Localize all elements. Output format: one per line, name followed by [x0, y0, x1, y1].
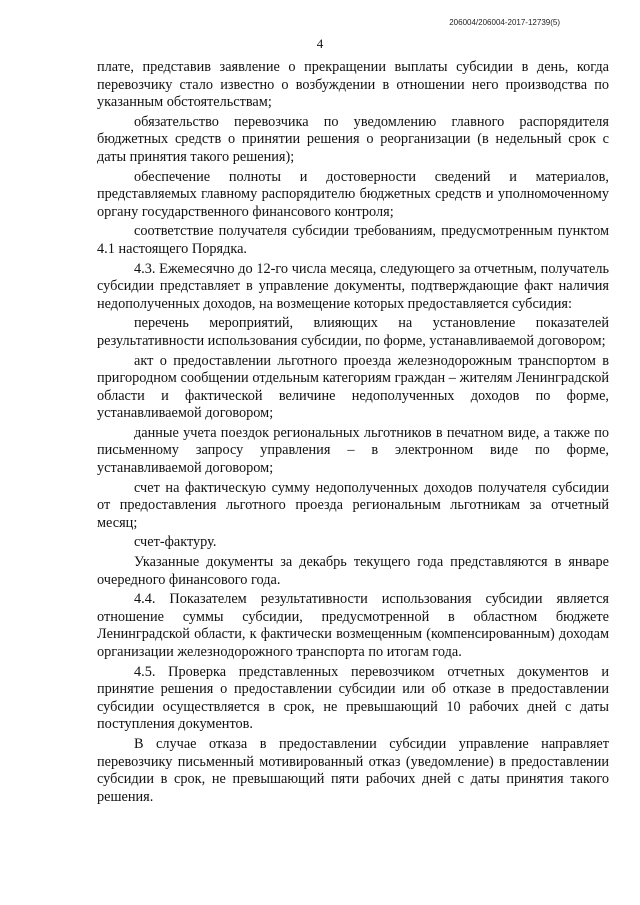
paragraph-requirements-compliance: соответствие получателя субсидии требованиям, предусмотренным пунктом 4.1 настоящего Порядка. — [97, 223, 609, 257]
paragraph-section-4-5: 4.5. Проверка представленных перевозчиком отчетных документов и принятие решения о предоставлении субсидии или об отказе в предоставлении субсидии осуществляется в срок, не превышающий 10 рабочих дней с даты поступления документов. — [97, 663, 609, 733]
paragraph-continuation: плате, представив заявление о прекращении выплаты субсидии в день, когда перевозчику стало известно о возбуждении в отношении него производства по указанным обстоятельствам; — [97, 59, 609, 111]
paragraph-reorganization-notice: обязательство перевозчика по уведомлению главного распорядителя бюджетных средств о принятии решения о реорганизации (в недельный срок с даты принятия такого решения); — [97, 113, 609, 165]
paragraph-refusal-case: В случае отказа в предоставлении субсидии управление направляет перевозчику письменный мотивированный отказ (уведомление) в предоставлении субсидии в срок, не превышающий пяти рабочих дней с даты принятия такого решения. — [97, 735, 609, 805]
document-code: 206004/206004-2017-12739(5) — [449, 18, 560, 27]
paragraph-december-documents: Указанные документы за декабрь текущего года представляются в январе очередного финансового года. — [97, 554, 609, 588]
paragraph-measures-list: перечень мероприятий, влияющих на установление показателей результативности использования субсидии, по форме, устанавливаемой договором; — [97, 315, 609, 349]
paragraph-data-accuracy: обеспечение полноты и достоверности сведений и материалов, представляемых главному распорядителю бюджетных средств и уполномоченному органу государственного финансового контроля; — [97, 168, 609, 220]
page-number: 4 — [316, 36, 324, 51]
paragraph-section-4-3: 4.3. Ежемесячно до 12-го числа месяца, следующего за отчетным, получатель субсидии представляет в управление документы, подтверждающие факт наличия недополученных доходов, на возмещение которых предоставляется субсидия: — [97, 260, 609, 312]
document-body — [97, 59, 609, 808]
paragraph-vat-invoice: счет-фактуру. — [134, 534, 217, 551]
paragraph-travel-act: акт о предоставлении льготного проезда железнодорожным транспортом в пригородном сообщении отдельным категориям граждан – жителям Ленинградской области и фактической величине недополученных доходов по форме, устанавливаемой договором; — [97, 352, 609, 422]
paragraph-invoice: счет на фактическую сумму недополученных доходов получателя субсидии от предоставления льготного проезда региональным льготникам за отчетный месяц; — [97, 479, 609, 531]
paragraph-section-4-4: 4.4. Показателем результативности использования субсидии является отношение суммы субсидии, предусмотренной в областном бюджете Ленинградской области, к фактически возмещенным (компенсированным) доходам организации железнодорожного транспорта по итогам года. — [97, 591, 609, 660]
paragraph-trip-records: данные учета поездок региональных льготников в печатном виде, а также по письменному запросу управления – в электронном виде по форме, устанавливаемой договором; — [97, 424, 609, 477]
